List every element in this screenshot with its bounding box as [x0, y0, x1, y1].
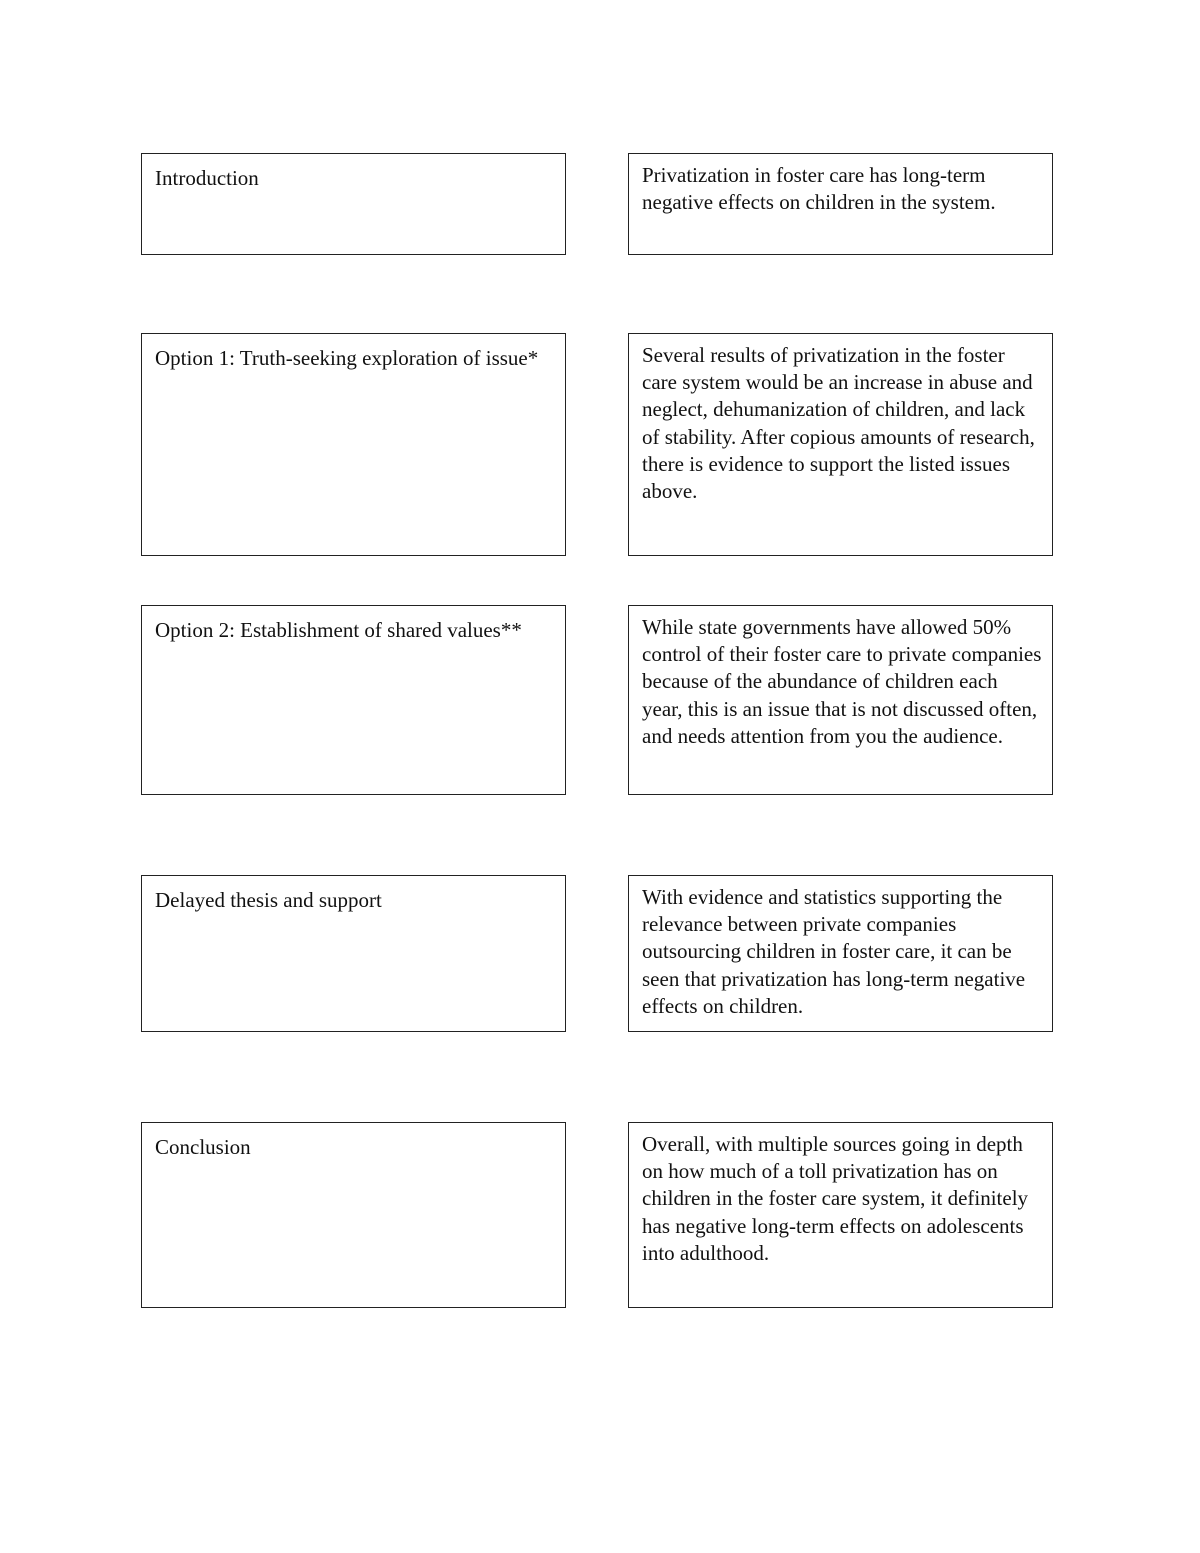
outline-label-option-1: [141, 333, 566, 556]
outline-content-text: With evidence and statistics supporting the relevance between private companies outsourcing children in foster care, it can be seen that privatization has long-term negative effects on children.: [642, 885, 1026, 1018]
outline-content-delayed-thesis: [628, 875, 1053, 1032]
outline-content-option-1: [628, 333, 1053, 556]
outline-label-option-2: [141, 605, 566, 795]
outline-label-text: Option 2: Establishment of shared values**: [155, 618, 522, 642]
outline-content-text: Privatization in foster care has long-term negative effects on children in the system.: [642, 163, 996, 215]
outline-content-introduction: [628, 153, 1053, 255]
outline-label-delayed-thesis: [141, 875, 566, 1032]
outline-content-text: Several results of privatization in the foster care system would be an increase in abuse and neglect, dehumanization of children, and lack of stability. After copious amounts of research, there is evidence to support the listed issues above.: [642, 343, 1035, 504]
outline-label-text: Conclusion: [155, 1135, 251, 1159]
outline-label-conclusion: [141, 1122, 566, 1308]
outline-label-introduction: [141, 153, 566, 255]
outline-content-option-2: [628, 605, 1053, 795]
outline-label-text: Delayed thesis and support: [155, 888, 382, 912]
outline-label-text: Option 1: Truth-seeking exploration of issue*: [155, 346, 539, 370]
outline-content-conclusion: [628, 1122, 1053, 1308]
outline-label-text: Introduction: [155, 166, 259, 190]
outline-content-text: Overall, with multiple sources going in depth on how much of a toll privatization has on children in the foster care system, it definitely has negative long-term effects on adolescents into adulthood.: [642, 1132, 1029, 1265]
outline-content-text: While state governments have allowed 50% control of their foster care to private companies because of the abundance of children each year, this is an issue that is not discussed often, and needs attention from you the audience.: [642, 615, 1042, 748]
